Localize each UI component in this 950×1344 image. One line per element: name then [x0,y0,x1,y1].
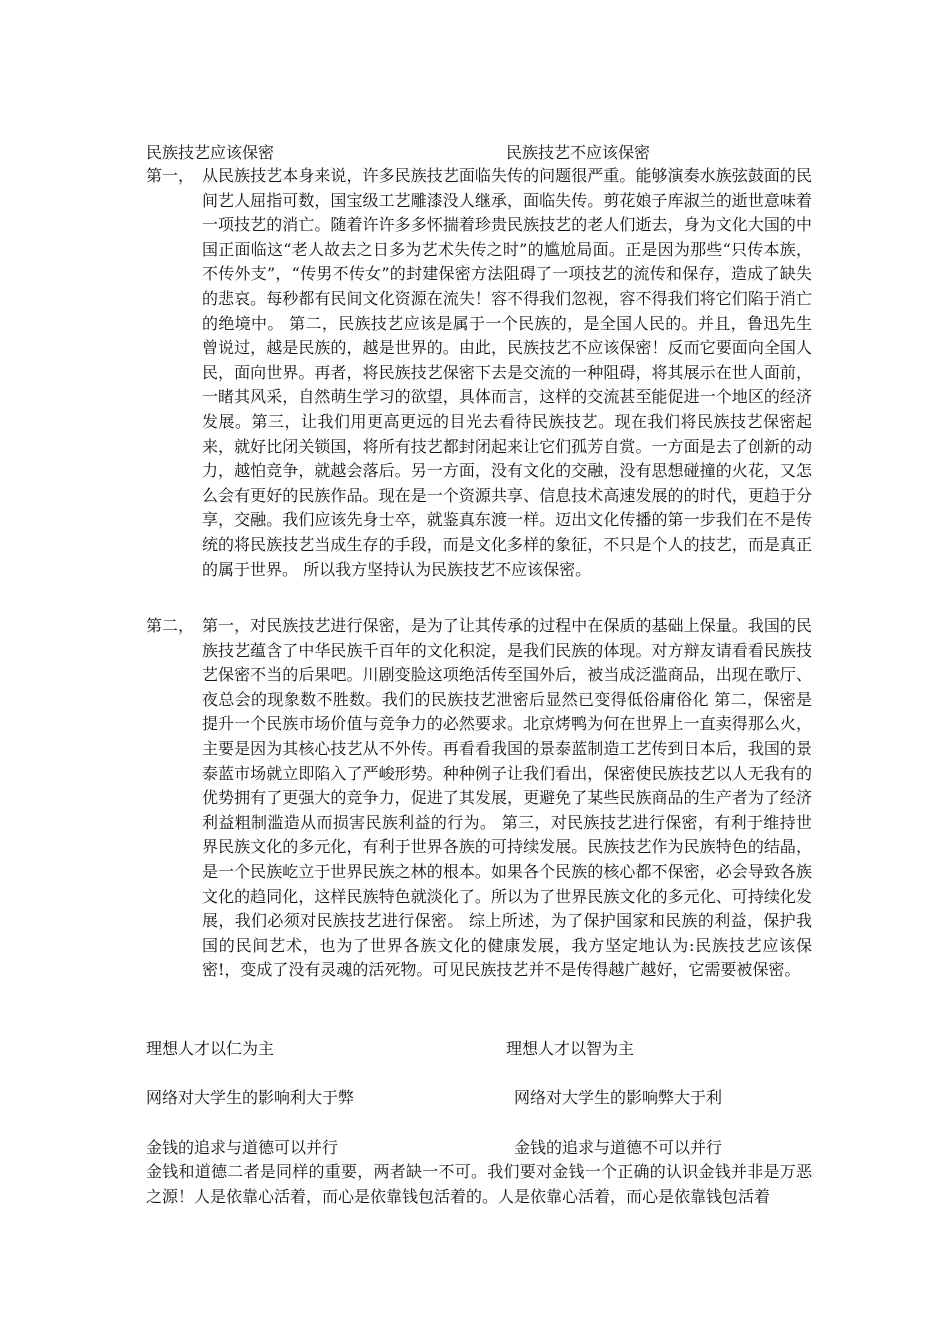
argument-section [146,164,816,582]
section-label: 第一， [146,166,195,185]
debate-topic-row [146,1085,816,1111]
pro-side-topic: 金钱的追求与道德可以并行 [146,1138,339,1157]
con-side-topic: 民族技艺不应该保密 [506,143,651,162]
section-text: 从民族技艺本身来说，许多民族技艺面临失传的问题很严重。能够演奏水族弦鼓面的民间艺人屈指可数，国宝级工艺雕漆没人继承，面临失传。剪花娘子库淑兰的逝世意味着一项技艺的消亡。随着许许多多怀揣着珍贵民族技艺的老人们逝去，身为文化大国的中国正面临这“老人故去之日多为艺术失传之时”的尴尬局面。正是因为那些“只传本族，不传外支”，“传男不传女”的封建保密方法阻碍了一项技艺的流传和保存，造成了缺失的悲哀。每秒都有民间文化资源在流失！容不得我们忽视，容不得我们将它们陷于消亡的绝境中。 第二，民族技艺应该是属于一个民族的，是全国人民的。并且，鲁迅先生曾说过，越是民族的，越是世界的。由此，民族技艺不应该保密！反而它要面向全国人民，面向世界。再者，将民族技艺保密下去是交流的一种阻碍，将其展示在世人面前，一睹其风采，自然萌生学习的欲望，具体而言，这样的交流甚至能促进一个地区的经济发展。第三，让我们用更高更远的目光去看待民族技艺。现在我们将民族技艺保密起来，就好比闭关锁国，将所有技艺都封闭起来让它们孤芳自赏。一方面是去了创新的动力，越怕竞争，就越会落后。另一方面，没有文化的交融，没有思想碰撞的火花，又怎么会有更好的民族作品。现在是一个资源共享、信息技术高速发展的的时代，更趋于分享，交融。我们应该先身士卒，就鉴真东渡一样。迈出文化传播的第一步我们在不是传统的将民族技艺当成生存的手段，而是文化多样的象征，不只是个人的技艺，而是真正的属于世界。 所以我方坚持认为民族技艺不应该保密。 [202,166,812,579]
pro-side-topic: 民族技艺应该保密 [146,143,275,162]
pro-side-topic: 网络对大学生的影响利大于弊 [146,1088,355,1107]
debate-topic-row [146,1135,816,1161]
argument-section [146,614,816,983]
con-side-topic: 理想人才以智为主 [506,1039,635,1058]
con-side-topic: 网络对大学生的影响弊大于利 [514,1088,723,1107]
pro-side-topic: 理想人才以仁为主 [146,1039,275,1058]
closing-paragraph: 金钱和道德二者是同样的重要，两者缺一不可。我们要对金钱一个正确的认识金钱并非是万恶之源！人是依靠心活着，而心是依靠钱包活着的。人是依靠心活着，而心是依靠钱包活着 [146,1162,812,1206]
con-side-topic: 金钱的追求与道德不可以并行 [514,1138,723,1157]
debate-topic-row [146,140,816,166]
section-label: 第二， [146,616,195,635]
debate-topic-row [146,1036,816,1062]
section-text: 第一，对民族技艺进行保密，是为了让其传承的过程中在保质的基础上保量。我国的民族技艺蕴含了中华民族千百年的文化积淀，是我们民族的体现。对方辩友请看看民族技艺保密不当的后果吧。川剧变脸这项绝活传至国外后，被当成泛滥商品，出现在歌厅、夜总会的现象数不胜数。我们的民族技艺泄密后显然已变得低俗庸俗化 第二，保密是提升一个民族市场价值与竞争力的必然要求。北京烤鸭为何在世界上一直卖得那么火，主要是因为其核心技艺从不外传。再看看我国的景泰蓝制造工艺传到日本后，我国的景泰蓝市场就立即陷入了严峻形势。种种例子让我们看出，保密使民族技艺以人无我有的优势拥有了更强大的竞争力，促进了其发展，更避免了某些民族商品的生产者为了经济利益粗制滥造从而损害民族利益的行为。 第三，对民族技艺进行保密，有利于维持世界民族文化的多元化，有利于世界各族的可持续发展。民族技艺作为民族特色的结晶，是一个民族屹立于世界民族之林的根本。如果各个民族的核心都不保密，必会导致各族文化的趋同化，这样民族特色就淡化了。所以为了世界民族文化的多元化、可持续化发展，我们必须对民族技艺进行保密。 综上所述，为了保护国家和民族的利益，保护我国的民间艺术，也为了世界各族文化的健康发展，我方坚定地认为:民族技艺应该保密!，变成了没有灵魂的活死物。可见民族技艺并不是传得越广越好，它需要被保密。 [202,616,812,980]
